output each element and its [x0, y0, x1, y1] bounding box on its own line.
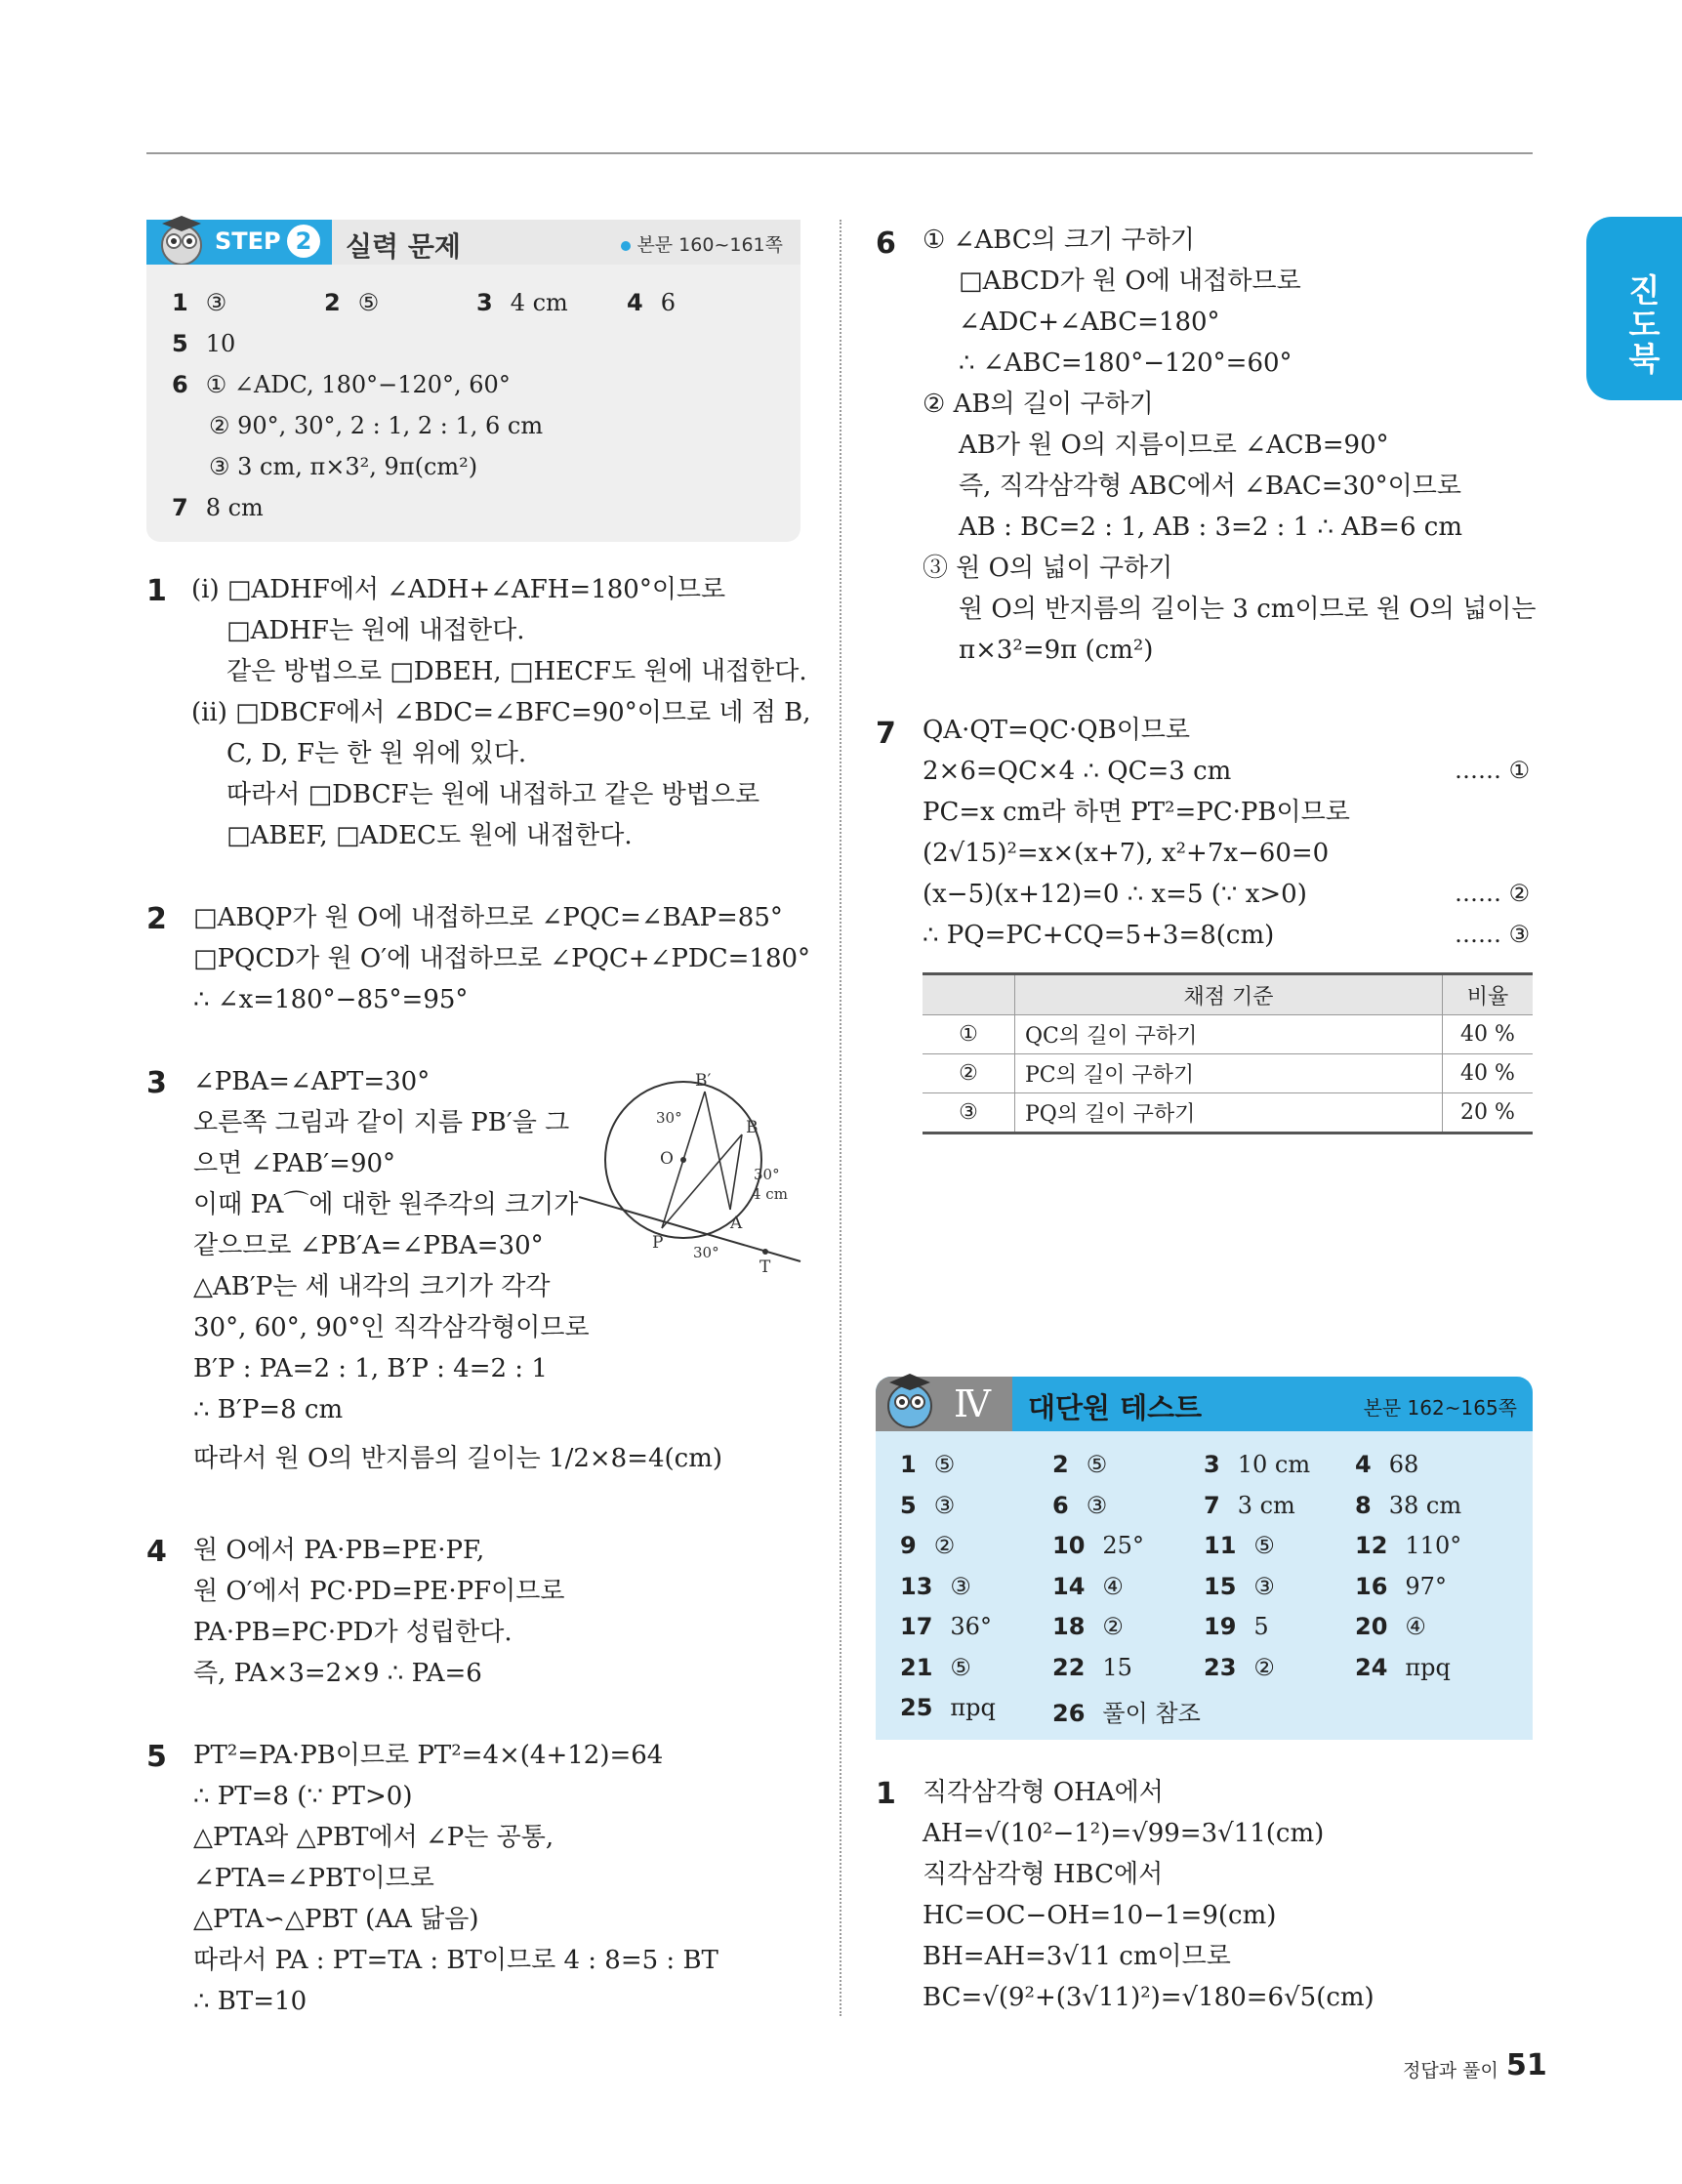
- unit-answer-item: 5 ③: [900, 1491, 956, 1519]
- solution-2-line: □PQCD가 원 O′에 내접하므로 ∠PQC+∠PDC=180°: [193, 944, 811, 973]
- unit-answer-item: 9 ②: [900, 1532, 956, 1559]
- solution-4-line: 원 O′에서 PC·PD=PE·PF이므로: [193, 1577, 565, 1606]
- unit-answer-item: 14 ④: [1052, 1572, 1124, 1600]
- solution-1-line: 같은 방법으로 □DBEH, □HECF도 원에 내접한다.: [226, 657, 807, 686]
- scoring-table: [923, 972, 1533, 1134]
- solution-2-line: □ABQP가 원 O에 내접하므로 ∠PQC=∠BAP=85°: [193, 903, 783, 932]
- top-rule: [146, 152, 1533, 154]
- step-number: 2: [287, 225, 320, 258]
- unit-answer-item: 18 ②: [1052, 1613, 1124, 1640]
- solution-5-line: ∴ BT=10: [193, 1987, 308, 2016]
- solution-7-line: QA·QT=QC·QB이므로: [923, 716, 1191, 745]
- step-answer-2: 2 ⑤: [324, 289, 380, 316]
- unit-solution-number-1: 1: [876, 1777, 896, 1811]
- table-cell: 40 %: [1443, 1015, 1534, 1054]
- solution-number-3: 3: [146, 1066, 167, 1100]
- solution-6-line: AB가 원 O의 지름이므로 ∠ACB=90°: [959, 431, 1389, 460]
- step-answer-6: 6 ① ∠ADC, 180°−120°, 60°: [172, 371, 511, 398]
- unit-answer-item: 12 110°: [1355, 1532, 1462, 1559]
- solution-6-line: 원 O의 반지름의 길이는 3 cm이므로 원 O의 넓이는: [959, 595, 1537, 624]
- unit-test-header: [876, 1377, 1533, 1431]
- step-title: 실력 문제: [346, 230, 461, 263]
- owl-mascot-icon: [883, 1369, 936, 1429]
- step-label: STEP: [215, 227, 281, 255]
- table-cell: ②: [923, 1054, 1015, 1093]
- solution-5-line: ∴ PT=8 (∵ PT>0): [193, 1782, 413, 1811]
- unit-solution-1-line: 직각삼각형 HBC에서: [923, 1860, 1164, 1889]
- solution-3-line: 같으므로 ∠PB′A=∠PBA=30°: [193, 1231, 544, 1260]
- solution-3-line: 이때 PA⌒에 대한 원주각의 크기가: [193, 1190, 579, 1219]
- unit-answer-item: 11 ⑤: [1204, 1532, 1275, 1559]
- unit-test-page-ref: 본문 162~165쪽: [1363, 1396, 1517, 1420]
- solution-5-line: △PTA∽△PBT (AA 닮음): [193, 1905, 479, 1934]
- owl-mascot-icon: [156, 212, 207, 267]
- solution-7-line: 2×6=QC×4 ∴ QC=3 cm: [923, 757, 1232, 786]
- unit-answer-item: 22 15: [1052, 1653, 1132, 1681]
- step-mark-2: …… ②: [1455, 880, 1531, 907]
- step-page-ref: 본문 160~161쪽: [621, 230, 783, 257]
- label-p: P: [652, 1233, 664, 1253]
- unit-answer-item: 1 ⑤: [900, 1451, 956, 1478]
- point-t: [762, 1249, 768, 1255]
- unit-roman-numeral: Ⅳ: [954, 1382, 991, 1425]
- unit-answer-item: 17 36°: [900, 1613, 992, 1640]
- solution-5-line: △PTA와 △PBT에서 ∠P는 공통,: [193, 1823, 554, 1852]
- unit-answer-item: 21 ⑤: [900, 1653, 971, 1681]
- solution-4-line: 원 O에서 PA·PB=PE·PF,: [193, 1536, 485, 1565]
- table-cell: PQ의 길이 구하기: [1015, 1093, 1443, 1133]
- segment-b-prime-a: [705, 1092, 730, 1210]
- footer-label: 정답과 풀이: [1403, 2060, 1498, 2081]
- solution-number-4: 4: [146, 1535, 167, 1569]
- solution-7-line: (x−5)(x+12)=0 ∴ x=5 (∵ x>0): [923, 880, 1307, 909]
- solution-6-line: ③ 원 O의 넓이 구하기: [923, 554, 1173, 583]
- solution-3-line: 오른쪽 그림과 같이 지름 PB′을 그: [193, 1108, 570, 1137]
- unit-answer-item: 23 ②: [1204, 1653, 1275, 1681]
- solution-6-line: ① ∠ABC의 크기 구하기: [923, 226, 1195, 255]
- solution-1-line: □ADHF는 원에 내접한다.: [226, 616, 525, 645]
- table-row: [923, 1015, 1533, 1054]
- solution-number-6: 6: [876, 227, 896, 261]
- solution-1-line: □ABEF, □ADEC도 원에 내접한다.: [226, 821, 633, 850]
- unit-answer-item: 15 ③: [1204, 1572, 1275, 1600]
- solution-5-line: 따라서 PA : PT=TA : BT이므로 4 : 8=5 : BT: [193, 1946, 718, 1975]
- step-answer-5: 5 10: [172, 330, 236, 357]
- label-b: B: [746, 1118, 759, 1137]
- step-answer-6-3: ③ 3 cm, π×3², 9π(cm²): [209, 453, 478, 480]
- solution-6-line: ② AB의 길이 구하기: [923, 390, 1154, 419]
- solution-6-line: □ABCD가 원 O에 내접하므로: [959, 267, 1301, 296]
- label-angle-b: 30°: [754, 1166, 780, 1183]
- solution-1-line: (ⅰ) □ADHF에서 ∠ADH+∠AFH=180°이므로: [191, 575, 726, 604]
- step-answer-6-2: ② 90°, 30°, 2 : 1, 2 : 1, 6 cm: [209, 412, 544, 439]
- unit-answer-item: 25 πpq: [900, 1694, 996, 1721]
- table-cell: ③: [923, 1093, 1015, 1133]
- label-o: O: [660, 1149, 674, 1169]
- label-a: A: [730, 1214, 743, 1233]
- solution-6-line: ∠ADC+∠ABC=180°: [959, 308, 1220, 337]
- unit-answer-item: 19 5: [1204, 1613, 1269, 1640]
- solution-1-line: C, D, F는 한 원 위에 있다.: [226, 739, 527, 768]
- step-answer-1: 1 ③: [172, 289, 227, 316]
- unit-solution-1-line: BC=√(9²+(3√11)²)=√180=6√5(cm): [923, 1983, 1374, 2012]
- section-tab-label: 진도북: [1623, 273, 1661, 376]
- solution-2-line: ∴ ∠x=180°−85°=95°: [193, 985, 469, 1014]
- unit-answer-item: 4 68: [1355, 1451, 1419, 1478]
- step-answer-3: 3 4 cm: [476, 289, 568, 316]
- step-mark-3: …… ③: [1455, 921, 1531, 948]
- circle-tangent-figure: [574, 1070, 808, 1275]
- solution-3-line: ∴ B′P=8 cm: [193, 1395, 344, 1424]
- unit-solution-1-line: BH=AH=3√11 cm이므로: [923, 1942, 1231, 1971]
- solution-number-1: 1: [146, 574, 167, 608]
- step-header: [146, 220, 800, 265]
- solution-6-line: π×3²=9π (cm²): [959, 636, 1154, 665]
- unit-answer-item: 26 풀이 참조: [1052, 1700, 1201, 1727]
- solution-number-5: 5: [146, 1740, 167, 1774]
- solution-5-line: PT²=PA·PB이므로 PT²=4×(4+12)=64: [193, 1741, 664, 1770]
- solution-7-line: ∴ PQ=PC+CQ=5+3=8(cm): [923, 921, 1275, 950]
- unit-answer-item: 16 97°: [1355, 1572, 1447, 1600]
- solution-5-line: ∠PTA=∠PBT이므로: [193, 1864, 434, 1893]
- section-tab[interactable]: [1586, 217, 1682, 400]
- solution-4-line: PA·PB=PC·PD가 성립한다.: [193, 1618, 513, 1647]
- label-b-prime: B′: [695, 1071, 712, 1091]
- solution-6-line: ∴ ∠ABC=180°−120°=60°: [959, 349, 1292, 378]
- table-cell: PC의 길이 구하기: [1015, 1054, 1443, 1093]
- unit-answer-item: 10 25°: [1052, 1532, 1144, 1559]
- label-angle-p: 30°: [693, 1244, 719, 1261]
- unit-answer-item: 24 πpq: [1355, 1653, 1451, 1681]
- table-row: [923, 1093, 1533, 1133]
- table-cell: 20 %: [1443, 1093, 1534, 1133]
- solution-7-line: (2√15)²=x×(x+7), x²+7x−60=0: [923, 839, 1330, 868]
- solution-3-line: ∠PBA=∠APT=30°: [193, 1067, 431, 1096]
- solution-7-line: PC=x cm라 하면 PT²=PC·PB이므로: [923, 798, 1350, 827]
- step-answer-4: 4 6: [627, 289, 676, 316]
- table-header: 비율: [1443, 974, 1534, 1015]
- table-header-row: [923, 974, 1533, 1015]
- unit-answer-item: 13 ③: [900, 1572, 971, 1600]
- unit-answer-item: 7 3 cm: [1204, 1491, 1295, 1519]
- unit-answer-item: 2 ⑤: [1052, 1451, 1108, 1478]
- solution-3-line: 따라서 원 O의 반지름의 길이는 1/2×8=4(cm): [193, 1444, 723, 1473]
- label-t: T: [759, 1257, 771, 1275]
- step-answer-7: 7 8 cm: [172, 494, 264, 521]
- unit-solution-1-line: HC=OC−OH=10−1=9(cm): [923, 1901, 1277, 1930]
- table-header: 채점 기준: [1015, 974, 1443, 1015]
- solution-1-line: 따라서 □DBCF는 원에 내접하고 같은 방법으로: [226, 780, 760, 809]
- table-row: [923, 1054, 1533, 1093]
- label-angle-b-prime: 30°: [656, 1109, 682, 1127]
- solution-6-line: AB : BC=2 : 1, AB : 3=2 : 1 ∴ AB=6 cm: [959, 513, 1462, 542]
- solution-3-line: B′P : PA=2 : 1, B′P : 4=2 : 1: [193, 1354, 548, 1383]
- unit-answer-item: 3 10 cm: [1204, 1451, 1311, 1478]
- step-mark-1: …… ①: [1455, 757, 1531, 784]
- table-header: [923, 974, 1015, 1015]
- solution-number-2: 2: [146, 902, 167, 936]
- unit-solution-1-line: AH=√(10²−1²)=√99=3√11(cm): [923, 1819, 1325, 1848]
- unit-answer-item: 20 ④: [1355, 1613, 1426, 1640]
- solution-3-line: △AB′P는 세 내각의 크기가 각각: [193, 1272, 551, 1301]
- table-cell: 40 %: [1443, 1054, 1534, 1093]
- point-o: [680, 1157, 686, 1163]
- solution-4-line: 즉, PA×3=2×9 ∴ PA=6: [193, 1659, 482, 1688]
- page-number: 51: [1506, 2048, 1547, 2082]
- unit-answer-item: 8 38 cm: [1355, 1491, 1462, 1519]
- unit-test-title: 대단원 테스트: [1028, 1391, 1203, 1424]
- solution-3-line: 으면 ∠PAB′=90°: [193, 1149, 396, 1178]
- solution-1-line: (ⅱ) □DBCF에서 ∠BDC=∠BFC=90°이므로 네 점 B,: [191, 698, 811, 727]
- unit-answer-item: 6 ③: [1052, 1491, 1108, 1519]
- unit-solution-1-line: 직각삼각형 OHA에서: [923, 1778, 1164, 1807]
- solution-3-line: 30°, 60°, 90°인 직각삼각형이므로: [193, 1313, 590, 1342]
- solution-6-line: 즉, 직각삼각형 ABC에서 ∠BAC=30°이므로: [959, 472, 1462, 501]
- column-divider: [840, 220, 841, 2016]
- table-cell: QC의 길이 구하기: [1015, 1015, 1443, 1054]
- table-cell: ①: [923, 1015, 1015, 1054]
- solution-number-7: 7: [876, 717, 896, 751]
- label-length-pa: 4 cm: [752, 1185, 788, 1203]
- bullet-icon: [621, 241, 631, 251]
